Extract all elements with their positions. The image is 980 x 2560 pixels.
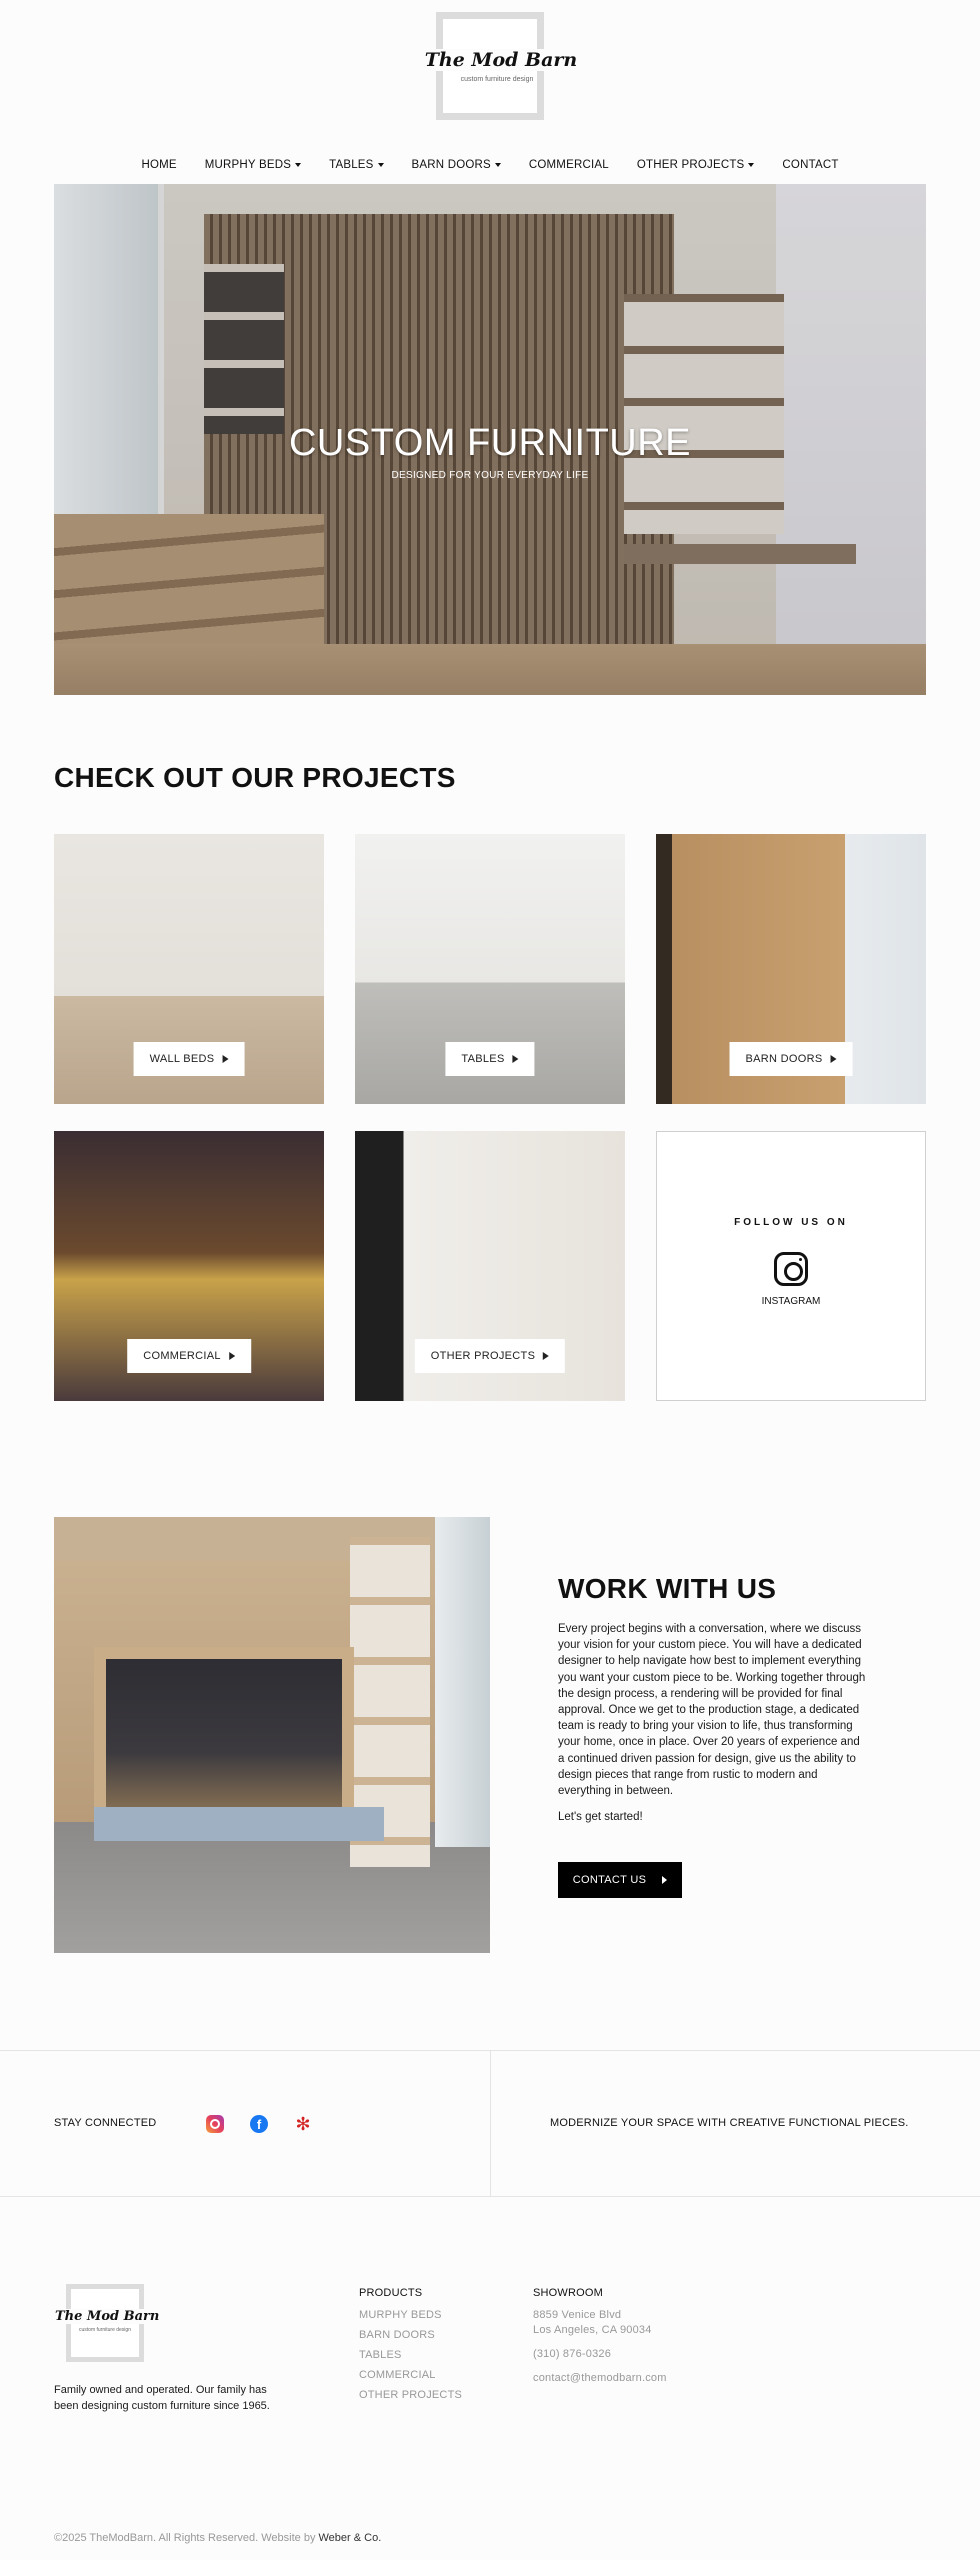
play-arrow-icon — [830, 1055, 836, 1063]
copyright — [54, 2532, 381, 2544]
products-heading: PRODUCTS — [359, 2287, 423, 2299]
contact-us-button[interactable] — [558, 1862, 682, 1898]
play-arrow-icon — [222, 1055, 228, 1063]
project-tile-wall-beds[interactable] — [54, 834, 324, 1104]
projects-heading: CHECK OUT OUR PROJECTS — [54, 762, 456, 793]
logo-tagline: custom furniture design — [460, 76, 534, 83]
work-description: Every project begins with a conversation, where we discuss your vision for your custom piece. You will have a dedicated designer to help navigate how best to implement everything you want your custom piece to be. Working together through the design process, a rendering will be provided for final approval. Once we get to the production stage, a dedicated team is ready to bring your vision to life, thus transforming your home, once in place. Over 20 years of experience and a continued driven passion for design, give us the ability to design pieces that range from rustic to modern and everything in between. — [558, 1623, 866, 1798]
nav-murphy-beds[interactable] — [205, 156, 301, 174]
footer-link-murphy-beds[interactable]: MURPHY BEDS — [359, 2309, 442, 2321]
instagram-icon[interactable] — [206, 2115, 224, 2133]
facebook-icon[interactable]: f — [250, 2115, 268, 2133]
footer-logo-tagline: custom furniture design — [79, 2327, 131, 2333]
caret-down-icon — [295, 163, 301, 167]
showroom-address-line1: 8859 Venice Blvd — [533, 2309, 622, 2321]
instagram-icon[interactable] — [774, 1252, 808, 1286]
hero-subtitle: DESIGNED FOR YOUR EVERYDAY LIFE — [391, 470, 589, 481]
stay-connected-band — [0, 2050, 980, 2197]
caret-down-icon — [748, 163, 754, 167]
nav-other-projects[interactable] — [637, 156, 755, 174]
nav-label: BARN DOORS — [411, 159, 491, 171]
yelp-icon[interactable]: ✻ — [295, 2114, 311, 2134]
nav-tables[interactable] — [329, 156, 383, 174]
instagram-label: INSTAGRAM — [761, 1296, 821, 1307]
hero-banner — [54, 184, 926, 695]
footer-showroom — [533, 2287, 667, 2384]
tile-label: OTHER PROJECTS — [430, 1350, 536, 1362]
follow-instagram-tile[interactable] — [656, 1131, 926, 1401]
play-arrow-icon — [543, 1352, 549, 1360]
footer-about: Family owned and operated. Our family has been designing custom furniture since 1965. — [54, 2384, 270, 2412]
nav-label: MURPHY BEDS — [204, 159, 292, 171]
showroom-heading: SHOWROOM — [533, 2287, 604, 2299]
play-arrow-icon — [662, 1876, 667, 1884]
wall-beds-button[interactable] — [134, 1042, 245, 1076]
project-tile-tables[interactable] — [355, 834, 625, 1104]
work-cta-text: Let's get started! — [558, 1811, 643, 1823]
contact-us-label: CONTACT US — [572, 1874, 647, 1886]
project-tile-other-projects[interactable] — [355, 1131, 625, 1401]
logo-wordmark: The Mod Barn — [421, 49, 581, 71]
nav-contact[interactable] — [782, 156, 838, 174]
tile-label: WALL BEDS — [149, 1053, 215, 1065]
work-image-window — [435, 1517, 490, 1847]
footer-products — [359, 2287, 462, 2401]
footer-logo-wordmark: The Mod Barn — [55, 2309, 160, 2324]
footer-link-other-projects[interactable]: OTHER PROJECTS — [359, 2389, 463, 2401]
site-logo[interactable] — [424, 12, 578, 120]
nav-label: CONTACT — [782, 159, 839, 171]
credit-link[interactable]: Weber & Co. — [318, 2532, 382, 2544]
nav-home[interactable] — [141, 156, 176, 174]
nav-barn-doors[interactable] — [412, 156, 501, 174]
tables-button[interactable] — [445, 1042, 534, 1076]
other-projects-button[interactable] — [415, 1339, 565, 1373]
nav-commercial[interactable] — [529, 156, 609, 174]
follow-label: FOLLOW US ON — [734, 1217, 848, 1228]
showroom-address-line2: Los Angeles, CA 90034 — [533, 2324, 652, 2336]
work-image-bench — [94, 1807, 384, 1841]
project-tile-barn-doors[interactable] — [656, 834, 926, 1104]
nav-label: HOME — [141, 159, 177, 171]
commercial-button[interactable] — [127, 1339, 251, 1373]
work-heading: WORK WITH US — [558, 1573, 777, 1604]
caret-down-icon — [495, 163, 501, 167]
footer-link-commercial[interactable]: COMMERCIAL — [359, 2369, 436, 2381]
work-image-frame — [94, 1647, 354, 1827]
barn-doors-button[interactable] — [730, 1042, 853, 1076]
tile-label: COMMERCIAL — [143, 1350, 221, 1362]
band-tagline: MODERNIZE YOUR SPACE WITH CREATIVE FUNCTIONAL PIECES. — [550, 2117, 909, 2129]
nav-label: COMMERCIAL — [528, 159, 609, 171]
caret-down-icon — [378, 163, 384, 167]
nav-label: TABLES — [329, 159, 374, 171]
play-arrow-icon — [229, 1352, 235, 1360]
tile-label: BARN DOORS — [745, 1053, 823, 1065]
footer-link-barn-doors[interactable]: BARN DOORS — [359, 2329, 435, 2341]
main-nav — [0, 156, 980, 174]
tile-label: TABLES — [461, 1053, 505, 1065]
copyright-text: ©2025 TheModBarn. All Rights Reserved. Website by — [54, 2532, 319, 2544]
work-with-us-image — [54, 1517, 490, 1953]
showroom-phone[interactable]: (310) 876-0326 — [533, 2348, 612, 2360]
showroom-email[interactable]: contact@themodbarn.com — [533, 2372, 667, 2384]
hero-title: CUSTOM FURNITURE — [288, 422, 692, 464]
footer-link-tables[interactable]: TABLES — [359, 2349, 402, 2361]
project-tile-commercial[interactable] — [54, 1131, 324, 1401]
band-divider — [490, 2051, 491, 2197]
stay-connected-label: STAY CONNECTED — [54, 2117, 157, 2129]
footer-logo[interactable] — [55, 2284, 160, 2362]
nav-label: OTHER PROJECTS — [636, 159, 745, 171]
play-arrow-icon — [513, 1055, 519, 1063]
